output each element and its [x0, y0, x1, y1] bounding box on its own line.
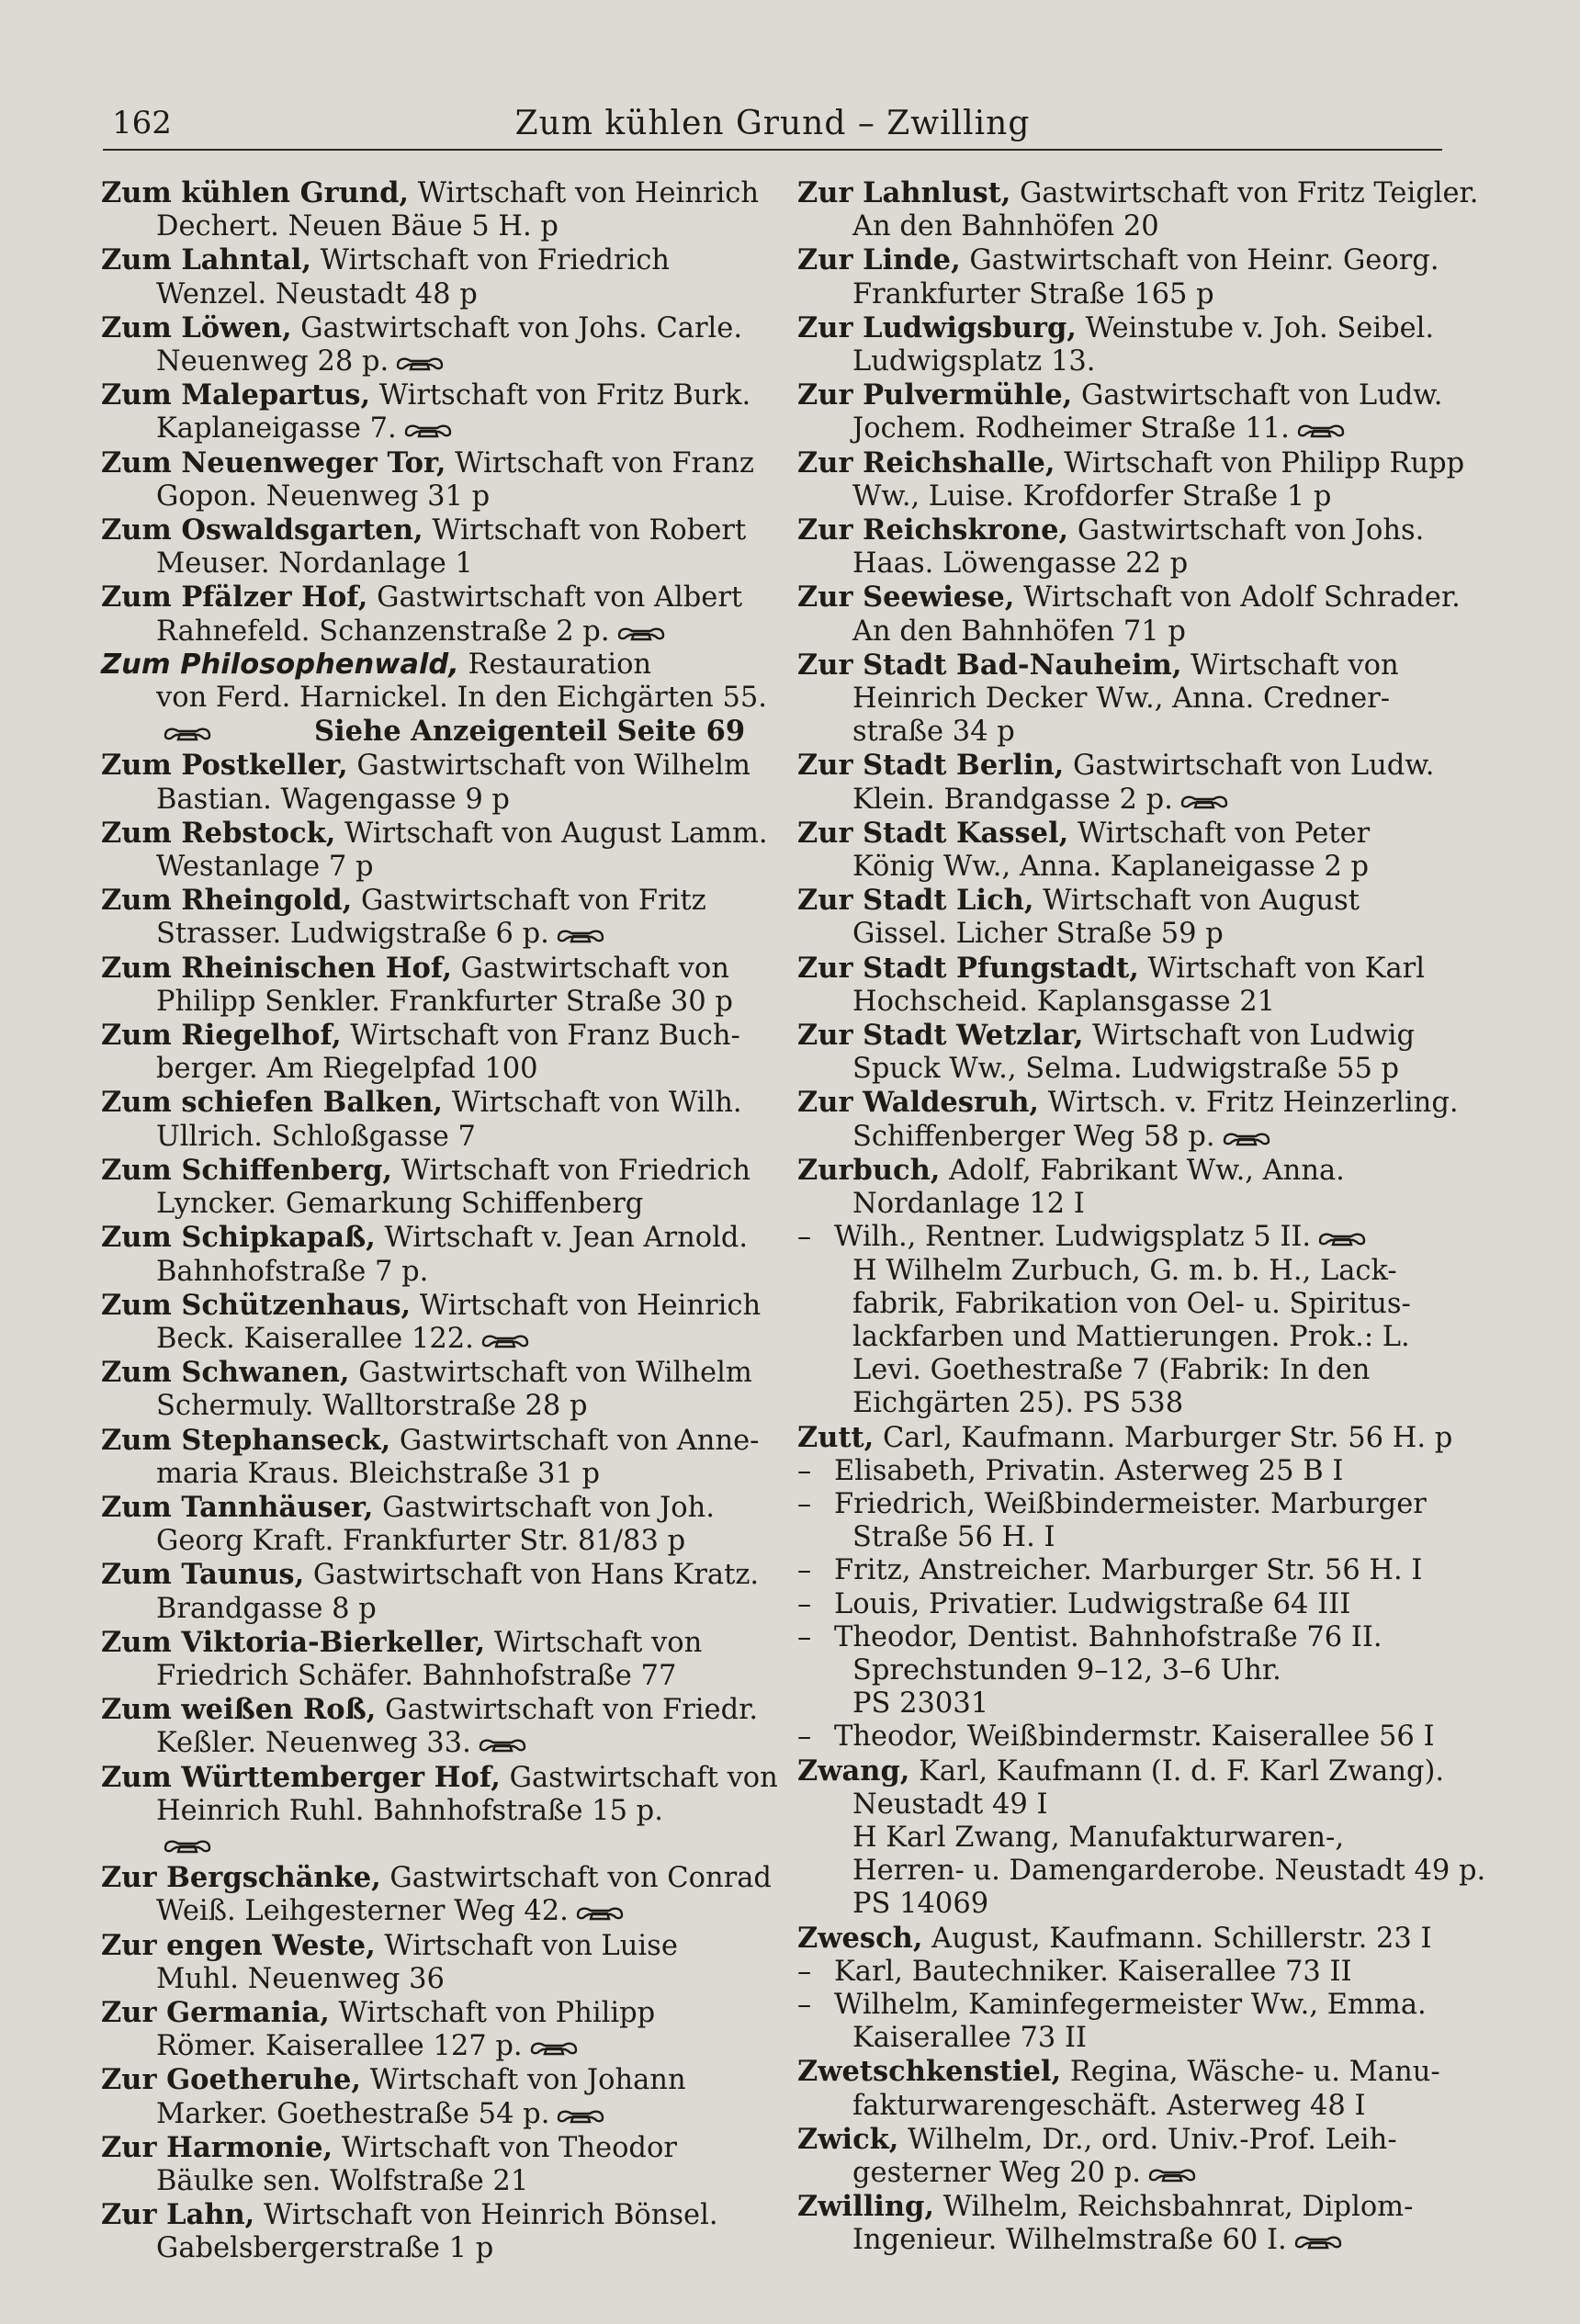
running-title: Zum kühlen Grund – Zwilling	[514, 105, 1031, 142]
entry-address: Ludwigsplatz 13.	[852, 345, 1096, 378]
directory-entry	[101, 2131, 744, 2198]
entry-name: Zur Lahn,	[101, 2198, 255, 2232]
directory-entry	[797, 1221, 1440, 1254]
entry-address: Lyncker. Gemarkung Schiffenberg	[156, 1188, 644, 1221]
advert-reference: Siehe Anzeigenteil Seite 69	[314, 715, 746, 749]
entry-address: Ingenieur. Wilhelmstraße 60 I.	[852, 2224, 1287, 2257]
directory-entry	[101, 1423, 760, 1491]
entry-address: Ullrich. Schloßgasse 7	[156, 1120, 476, 1153]
directory-entry	[797, 1989, 1440, 2055]
directory-entry	[101, 2198, 744, 2265]
directory-entry	[797, 2123, 1440, 2190]
page-number: 162	[112, 105, 172, 141]
entry-continuation: PS 23031	[852, 1687, 989, 1720]
entry-address: Dechert. Neuen Bäue 5 H. p	[156, 210, 559, 243]
dash-marker: –	[797, 1720, 812, 1754]
directory-entry	[797, 1621, 1440, 1721]
entry-description: Wirtschaft von Friedrich	[320, 244, 670, 277]
entry-name: Zum Neuenweger Tor,	[101, 446, 446, 479]
telephone-symbol-icon	[162, 724, 213, 742]
entry-name: Zum Schipkapaß,	[101, 1221, 376, 1255]
directory-entry	[797, 749, 1440, 816]
entry-address: Heinrich Decker Ww., Anna. Credner-	[852, 683, 1391, 716]
entry-address: von Ferd. Harnickel. In den Eichgärten 55.	[156, 682, 767, 715]
entry-address: Schiffenberger Weg 58 p.	[852, 1120, 1215, 1153]
directory-entry	[797, 1086, 1459, 1153]
telephone-symbol-icon	[1316, 1229, 1368, 1247]
entry-description: Fritz, Anstreicher. Marburger Str. 56 H. I	[834, 1554, 1423, 1587]
entry-address: Marker. Goethestraße 54 p.	[156, 2097, 550, 2130]
directory-entry	[101, 1861, 772, 1928]
directory-entry	[797, 1888, 1440, 1921]
directory-entry	[101, 243, 744, 310]
entry-description: Wilhelm, Reichsbahnrat, Diplom-	[942, 2191, 1414, 2224]
entry-address: Rahnefeld. Schanzenstraße 2 p.	[156, 615, 610, 648]
entry-name: Zur Pulvermühle,	[797, 378, 1073, 412]
directory-entry	[101, 1996, 744, 2063]
entry-description: Gastwirtschaft von Johs.	[1077, 514, 1425, 547]
entry-description: Wirtschaft von Philipp Rupp	[1064, 446, 1465, 479]
entry-text: H Wilhelm Zurbuch, G. m. b. H., Lack-	[852, 1254, 1397, 1287]
entry-description: Weinstube v. Joh. Seibel.	[1085, 311, 1435, 344]
entry-description: Gastwirtschaft von Wilhelm	[358, 1357, 752, 1390]
entry-address: Friedrich Schäfer. Bahnhofstraße 77	[156, 1659, 677, 1692]
entry-description: Wirtschaft von Peter	[1077, 817, 1371, 850]
telephone-symbol-icon	[555, 2106, 606, 2125]
entry-address: Brandgasse 8 p	[156, 1592, 377, 1625]
left-column	[101, 176, 778, 2266]
entry-address: Ww., Luise. Krofdorfer Straße 1 p	[852, 479, 1332, 513]
directory-entry	[797, 311, 1440, 378]
entry-name: Zum Schwanen,	[101, 1356, 350, 1390]
directory-entry	[101, 378, 751, 446]
directory-entry	[797, 1255, 1440, 1288]
entry-description: Wirtschaft von Theodor	[341, 2131, 677, 2164]
directory-entry	[101, 1153, 751, 1221]
entry-description: Karl, Bautechniker. Kaiserallee 73 II	[834, 1955, 1352, 1988]
entry-name: Zum Württemberger Hof,	[101, 1760, 501, 1794]
telephone-symbol-icon	[1292, 2232, 1344, 2251]
dash-marker: –	[797, 1955, 812, 1988]
entry-address: König Ww., Anna. Kaplaneigasse 2 p	[852, 851, 1370, 884]
directory-entry	[101, 1558, 760, 1625]
directory-entry	[797, 1488, 1440, 1554]
entry-description: Wirtschaft von Heinrich Bönsel.	[264, 2199, 718, 2232]
entry-address: Hochscheid. Kaplansgasse 21	[852, 985, 1276, 1018]
entry-name: Zwang,	[797, 1754, 910, 1788]
telephone-symbol-icon	[1295, 421, 1347, 439]
entry-description: Wirtschaft von August Lamm.	[344, 817, 768, 850]
entry-address: Strasser. Ludwigstraße 6 p.	[156, 918, 549, 951]
entry-description: Gastwirtschaft von Wilhelm	[356, 750, 750, 783]
entry-address: Schermuly. Walltorstraße 28 p	[156, 1390, 588, 1423]
entry-description: Gastwirtschaft von	[460, 952, 729, 985]
dash-marker: –	[797, 1988, 812, 2021]
entry-description: Wilhelm, Kaminfegermeister Ww., Emma.	[834, 1988, 1427, 2021]
entry-name: Zum Schützenhaus,	[101, 1288, 412, 1322]
directory-entry	[797, 649, 1440, 750]
entry-continuation: straße 34 p	[852, 716, 1015, 749]
directory-entry	[797, 243, 1440, 310]
entry-description: Gastwirtschaft von Albert	[377, 581, 743, 615]
entry-description: Gastwirtschaft von Heinr. Georg.	[969, 244, 1439, 277]
entry-description: Gastwirtschaft von Hans Kratz.	[312, 1559, 760, 1592]
entry-address: Gopon. Neuenweg 31 p	[156, 479, 491, 513]
entry-address: Haas. Löwengasse 22 p	[852, 547, 1189, 581]
entry-name: Zum Schiffenberg,	[101, 1153, 393, 1187]
entry-name: Zur Stadt Bad-Nauheim,	[797, 648, 1182, 682]
telephone-symbol-icon	[394, 354, 446, 372]
right-column	[797, 176, 1486, 2258]
entry-description: Gastwirtschaft von Johs. Carle.	[300, 311, 743, 344]
entry-name: Zwesch,	[797, 1921, 923, 1955]
entry-address: Spuck Ww., Selma. Ludwigstraße 55 p	[852, 1053, 1400, 1086]
entry-name: Zum Pfälzer Hof,	[101, 581, 368, 615]
directory-entry	[797, 1956, 1440, 1989]
directory-entry	[797, 1554, 1440, 1587]
telephone-symbol-icon	[574, 1903, 626, 1922]
entry-address: maria Kraus. Bleichstraße 31 p	[156, 1457, 601, 1490]
entry-description: Wirtschaft von Wilh.	[451, 1087, 742, 1120]
telephone-symbol-icon	[1179, 792, 1230, 810]
entry-description: Gastwirtschaft von Ludw.	[1080, 379, 1443, 412]
directory-entry	[797, 1922, 1440, 1956]
entry-name: Zur Reichshalle,	[797, 446, 1055, 479]
entry-address: Weiß. Leihgesterner Weg 42.	[156, 1895, 569, 1928]
directory-entry	[101, 952, 744, 1019]
entry-name: Zum Oswaldsgarten,	[101, 513, 423, 547]
directory-entry	[797, 1288, 1440, 1321]
directory-entry	[101, 581, 744, 648]
entry-description: Wirtschaft von August	[1043, 885, 1360, 918]
dash-marker: –	[797, 1221, 812, 1254]
entry-description: August, Kaufmann. Schillerstr. 23 I	[931, 1922, 1432, 1955]
entry-description: Wirtschaft von Johann	[369, 2064, 686, 2097]
directory-entry	[797, 176, 1479, 243]
entry-address: An den Bahnhöfen 20	[852, 210, 1159, 243]
directory-entry	[101, 1356, 752, 1423]
entry-name: Zwetschkenstiel,	[797, 2055, 1062, 2089]
entry-name: Zutt,	[797, 1420, 875, 1454]
directory-entry	[797, 1354, 1440, 1387]
entry-description: Gastwirtschaft von	[509, 1761, 778, 1794]
entry-description: Karl, Kaufmann (I. d. F. Karl Zwang).	[919, 1754, 1445, 1788]
telephone-symbol-icon	[480, 1331, 531, 1349]
entry-description: Elisabeth, Privatin. Asterweg 25 B I	[834, 1454, 1344, 1487]
entry-description: Wirtschaft von Philipp	[338, 1996, 656, 2029]
entry-name: Zum Taunus,	[101, 1558, 305, 1592]
entry-description: Louis, Privatier. Ludwigstraße 64 III	[834, 1587, 1351, 1620]
entry-address: Bastian. Wagengasse 9 p	[156, 783, 510, 816]
entry-name: Zwick,	[797, 2122, 899, 2156]
telephone-symbol-icon	[162, 1836, 213, 1855]
entry-name: Zur Linde,	[797, 243, 961, 277]
directory-entry	[797, 1720, 1440, 1754]
directory-entry	[101, 1626, 744, 1693]
entry-address: Georg Kraft. Frankfurter Str. 81/83 p	[156, 1525, 686, 1558]
entry-name: Zum schiefen Balken,	[101, 1086, 444, 1120]
directory-entry	[797, 2190, 1440, 2257]
entry-description: Wirtschaft von Karl	[1147, 952, 1425, 985]
entry-address: Westanlage 7 p	[156, 851, 374, 884]
directory-entry	[797, 2055, 1440, 2122]
directory-entry	[797, 378, 1443, 446]
directory-entry	[797, 1855, 1486, 1888]
entry-address: Beck. Kaiserallee 122.	[156, 1322, 474, 1355]
entry-address: Meuser. Nordanlage 1	[156, 547, 473, 581]
directory-entry	[797, 1019, 1440, 1086]
entry-name: Zur Germania,	[101, 1995, 330, 2029]
entry-name: Zum Rheingold,	[101, 884, 353, 918]
dash-marker: –	[797, 1487, 812, 1520]
directory-entry	[797, 1154, 1440, 1221]
dash-marker: –	[797, 1554, 812, 1587]
entry-address: Gabelsbergerstraße 1 p	[156, 2232, 494, 2265]
entry-description: Wirtschaft von Luise	[384, 1929, 678, 1962]
entry-description: Restauration	[468, 648, 652, 681]
directory-entry	[797, 513, 1440, 581]
entry-description: Gastwirtschaft von Anne-	[399, 1424, 760, 1457]
directory-entry	[101, 446, 754, 513]
entry-description: Gastwirtschaft von Fritz	[360, 885, 706, 918]
directory-entry	[101, 648, 767, 750]
entry-name: Zur Ludwigsburg,	[797, 310, 1077, 344]
entry-name: Zur Stadt Wetzlar,	[797, 1019, 1084, 1053]
entry-name: Zur engen Weste,	[101, 1928, 376, 1962]
directory-entry	[797, 1321, 1440, 1354]
dash-marker: –	[797, 1587, 812, 1620]
telephone-symbol-icon	[555, 926, 606, 944]
directory-entry	[101, 1491, 744, 1558]
directory-entry	[797, 446, 1465, 513]
entry-name: Zwilling,	[797, 2190, 934, 2224]
entry-name: Zur Bergschänke,	[101, 1861, 381, 1895]
directory-entry	[101, 1693, 759, 1760]
entry-address: Wenzel. Neustadt 48 p	[156, 277, 478, 310]
entry-name: Zurbuch,	[797, 1153, 941, 1187]
entry-text: lackfarben und Mattierungen. Prok.: L.	[852, 1320, 1410, 1353]
telephone-symbol-icon	[528, 2038, 580, 2057]
telephone-symbol-icon	[402, 421, 454, 439]
entry-address: Nordanlage 12 I	[852, 1188, 1085, 1221]
entry-text: Eichgärten 25). PS 538	[852, 1387, 1184, 1420]
entry-description: Wilh., Rentner. Ludwigsplatz 5 II.	[834, 1221, 1312, 1254]
directory-entry	[101, 884, 744, 951]
entry-description: Theodor, Weißbindermstr. Kaiserallee 56 I	[834, 1720, 1435, 1754]
entry-description: Wirtschaft von Fritz Burk.	[378, 379, 751, 412]
directory-entry	[101, 816, 768, 884]
telephone-symbol-icon	[477, 1735, 528, 1754]
entry-name: Zur Goetheruhe,	[101, 2063, 362, 2097]
entry-name: Zum Löwen,	[101, 310, 292, 344]
directory-entry	[797, 581, 1461, 648]
directory-entry	[797, 1754, 1445, 1822]
entry-name: Zur Stadt Kassel,	[797, 816, 1069, 850]
entry-description: Gastwirtschaft von Friedr.	[385, 1694, 759, 1727]
dash-marker: –	[797, 1620, 812, 1653]
entry-name: Zum Riegelhof,	[101, 1019, 342, 1053]
entry-address: Philipp Senkler. Frankfurter Straße 30 p	[156, 985, 733, 1018]
entry-address: Kaiserallee 73 II	[852, 2022, 1088, 2055]
directory-entry	[101, 1086, 744, 1153]
entry-description: Wirtschaft von	[493, 1626, 703, 1659]
directory-entry	[101, 311, 744, 378]
entry-description: Wirtschaft von Friedrich	[401, 1154, 751, 1187]
entry-text: Levi. Goethestraße 7 (Fabrik: In den	[852, 1354, 1371, 1387]
entry-address: Römer. Kaiserallee 127 p.	[156, 2030, 523, 2063]
entry-description: Wirtschaft von Heinrich	[419, 1289, 762, 1322]
entry-description: Wilhelm, Dr., ord. Univ.-Prof. Leih-	[908, 2123, 1397, 2156]
page-header	[103, 99, 1442, 151]
directory-entry	[101, 513, 747, 581]
entry-text: Herren- u. Damengarderobe. Neustadt 49 p.	[852, 1855, 1486, 1888]
directory-entry	[797, 1455, 1440, 1488]
entry-description: Carl, Kaufmann. Marburger Str. 56 H. p	[882, 1421, 1453, 1454]
entry-address: gesterner Weg 20 p.	[852, 2156, 1141, 2189]
entry-name: Zum Lahntal,	[101, 243, 311, 277]
entry-name: Zur Waldesruh,	[797, 1086, 1040, 1120]
telephone-symbol-icon	[1221, 1129, 1272, 1147]
entry-address: Keßler. Neuenweg 33.	[156, 1727, 471, 1760]
entry-description: Gastwirtschaft von Ludw.	[1072, 750, 1435, 783]
entry-name: Zum Rebstock,	[101, 816, 336, 850]
entry-description: Friedrich, Weißbindermeister. Marburger	[834, 1487, 1427, 1520]
entry-address: Frankfurter Straße 165 p	[852, 277, 1214, 310]
entry-description: Wirtschaft von Franz Buch-	[350, 1020, 740, 1053]
entry-address: Bahnhofstraße 7 p.	[156, 1255, 429, 1288]
entry-address: fakturwarengeschäft. Asterweg 48 I	[852, 2089, 1366, 2122]
entry-name: Zum Postkeller,	[101, 749, 348, 783]
directory-entry	[797, 884, 1440, 951]
entry-description: Wirtschaft von Ludwig	[1092, 1020, 1416, 1053]
entry-description: Theodor, Dentist. Bahnhofstraße 76 II.	[834, 1620, 1382, 1653]
telephone-symbol-icon	[1146, 2165, 1198, 2183]
directory-entry	[797, 1822, 1440, 1855]
entry-name: Zum Malepartus,	[101, 378, 371, 412]
entry-address: berger. Am Riegelpfad 100	[156, 1053, 538, 1086]
directory-entry	[797, 817, 1440, 884]
entry-name: Zur Stadt Pfungstadt,	[797, 951, 1139, 985]
entry-address: Heinrich Ruhl. Bahnhofstraße 15 p.	[156, 1794, 663, 1827]
entry-description: Gastwirtschaft von Conrad	[389, 1862, 772, 1895]
entry-name: Zur Reichskrone,	[797, 513, 1069, 547]
entry-text: H Karl Zwang, Manufakturwaren-,	[852, 1821, 1345, 1854]
entry-name: Zum weißen Roß,	[101, 1693, 377, 1727]
entry-address: Gissel. Licher Straße 59 p	[852, 918, 1224, 951]
entry-description: Wirtschaft von Robert	[432, 514, 747, 547]
entry-address: An den Bahnhöfen 71 p	[852, 615, 1186, 648]
entry-description: Wirtschaft v. Jean Arnold.	[384, 1222, 749, 1255]
entry-address: Neuenweg 28 p.	[156, 345, 389, 378]
directory-entry	[101, 1019, 744, 1086]
entry-address: Straße 56 H. I	[852, 1521, 1055, 1554]
entry-name: Zum Rheinischen Hof,	[101, 951, 452, 985]
entry-name: Zur Stadt Berlin,	[797, 749, 1065, 783]
entry-description: Gastwirtschaft von Fritz Teigler.	[1020, 177, 1479, 209]
entry-description: Wirtschaft von Franz	[455, 446, 754, 479]
entry-name: Zur Stadt Lich,	[797, 884, 1034, 918]
entry-description: Wirtsch. v. Fritz Heinzerling.	[1047, 1087, 1459, 1120]
directory-entry	[101, 1288, 762, 1356]
entry-address: Neustadt 49 I	[852, 1788, 1048, 1821]
entry-description: Wirtschaft von Heinrich	[417, 177, 759, 209]
entry-description: Adolf, Fabrikant Ww., Anna.	[949, 1154, 1345, 1187]
entry-name: Zum Tannhäuser,	[101, 1490, 374, 1524]
telephone-symbol-icon	[615, 624, 667, 642]
directory-entry	[101, 176, 759, 243]
entry-name: Zum Stephanseck,	[101, 1423, 391, 1457]
directory-entry	[797, 1420, 1453, 1455]
entry-address: Kaplaneigasse 7.	[156, 412, 397, 446]
entry-description: Regina, Wäsche- u. Manu-	[1069, 2056, 1440, 2089]
entry-name: Zur Seewiese,	[797, 581, 1015, 615]
entry-name: Zur Harmonie,	[101, 2130, 333, 2164]
entry-name: Zum Viktoria-Bierkeller,	[101, 1625, 486, 1659]
entry-address: Sprechstunden 9–12, 3–6 Uhr.	[852, 1653, 1281, 1687]
dash-marker: –	[797, 1454, 812, 1487]
directory-entry	[797, 1588, 1440, 1621]
directory-entry	[797, 1387, 1440, 1420]
entry-name: Zum Philosophenwald,	[101, 648, 459, 681]
entry-description: Wirtschaft von Adolf Schrader.	[1023, 581, 1461, 615]
entry-address: Muhl. Neuenweg 36	[156, 1962, 445, 1995]
directory-entry	[101, 1929, 744, 1996]
entry-address: Bäulke sen. Wolfstraße 21	[156, 2164, 529, 2197]
entry-text: fabrik, Fabrikation von Oel- u. Spiritus-	[852, 1287, 1411, 1320]
directory-entry	[797, 952, 1440, 1019]
entry-name: Zur Lahnlust,	[797, 176, 1011, 209]
entry-description: Wirtschaft von	[1191, 649, 1399, 682]
entry-name: Zum kühlen Grund,	[101, 176, 410, 209]
entry-description: Gastwirtschaft von Joh.	[382, 1491, 715, 1524]
entry-text: PS 14069	[852, 1888, 989, 1921]
directory-entry	[101, 1221, 749, 1288]
directory-entry	[101, 749, 750, 816]
entry-address: Jochem. Rodheimer Straße 11.	[852, 412, 1290, 446]
directory-entry	[101, 2063, 744, 2130]
directory-entry	[101, 1760, 778, 1862]
entry-address: Klein. Brandgasse 2 p.	[852, 783, 1173, 816]
